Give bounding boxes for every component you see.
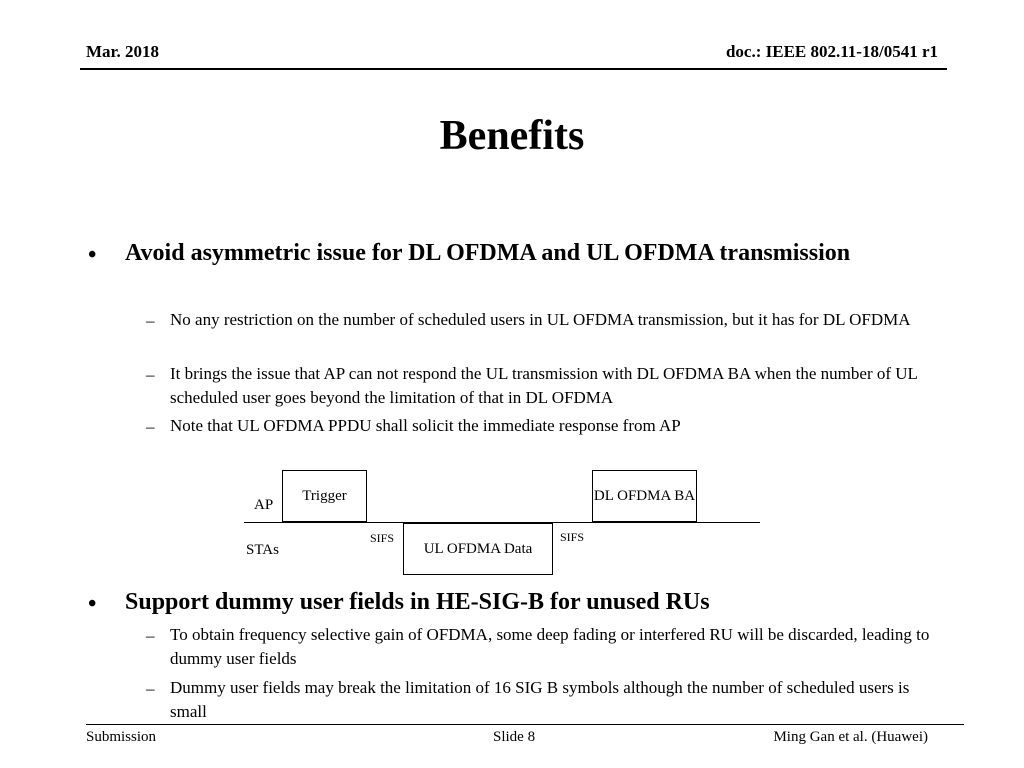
sifs-label-2: SIFS — [560, 530, 585, 544]
dl-ofdma-ba-label: DL OFDMA BA — [593, 488, 696, 504]
sifs-label-1: SIFS — [370, 531, 395, 545]
bullet-1-sub-1: No any restriction on the number of scheduled users in UL OFDMA transmission, but it has for DL OFDMA — [170, 310, 911, 329]
bullet-1-sub-3: Note that UL OFDMA PPDU shall solicit the immediate response from AP — [170, 416, 681, 435]
bullet-1-sub-2: It brings the issue that AP can not respond the UL transmission with DL OFDMA BA when the number of UL scheduled user goes beyond the limitation of that in DL OFDMA — [170, 364, 918, 407]
bullet-2-text: Support dummy user fields in HE-SIG-B for unused RUs — [125, 589, 710, 615]
footer-submission: Submission — [86, 729, 157, 745]
slide-title: Benefits — [439, 113, 585, 159]
bullet-marker: • — [88, 242, 97, 268]
bullet-2-sub-2: Dummy user fields may break the limitation of 16 SIG B symbols although the number of scheduled users is small — [170, 678, 910, 721]
bullet-2-sub-1: To obtain frequency selective gain of OFDMA, some deep fading or interfered RU will be discarded, leading to dummy user fields — [170, 625, 930, 668]
dash-marker: – — [146, 626, 155, 645]
ul-ofdma-data-box — [403, 523, 553, 575]
header-date: Mar. 2018 — [86, 42, 160, 61]
header-rule — [80, 68, 947, 70]
dash-marker: – — [146, 365, 155, 384]
dash-marker: – — [146, 311, 155, 330]
ap-label: AP — [254, 497, 274, 513]
trigger-frame-box — [282, 470, 367, 522]
dl-ofdma-ba-box — [592, 470, 697, 522]
bullet-1-text: Avoid asymmetric issue for DL OFDMA and UL OFDMA transmission — [125, 240, 851, 266]
footer-rule — [86, 724, 964, 725]
dash-marker: – — [146, 417, 155, 436]
slide-number: Slide 8 — [493, 729, 536, 745]
dash-marker: – — [146, 679, 155, 698]
ul-ofdma-data-label: UL OFDMA Data — [423, 541, 533, 557]
header-doc-id: doc.: IEEE 802.11-18/0541 r1 — [725, 42, 938, 61]
bullet-marker: • — [88, 591, 97, 617]
stas-label: STAs — [246, 542, 279, 558]
trigger-label: Trigger — [302, 488, 347, 504]
footer-author: Ming Gan et al. (Huawei) — [773, 729, 928, 745]
